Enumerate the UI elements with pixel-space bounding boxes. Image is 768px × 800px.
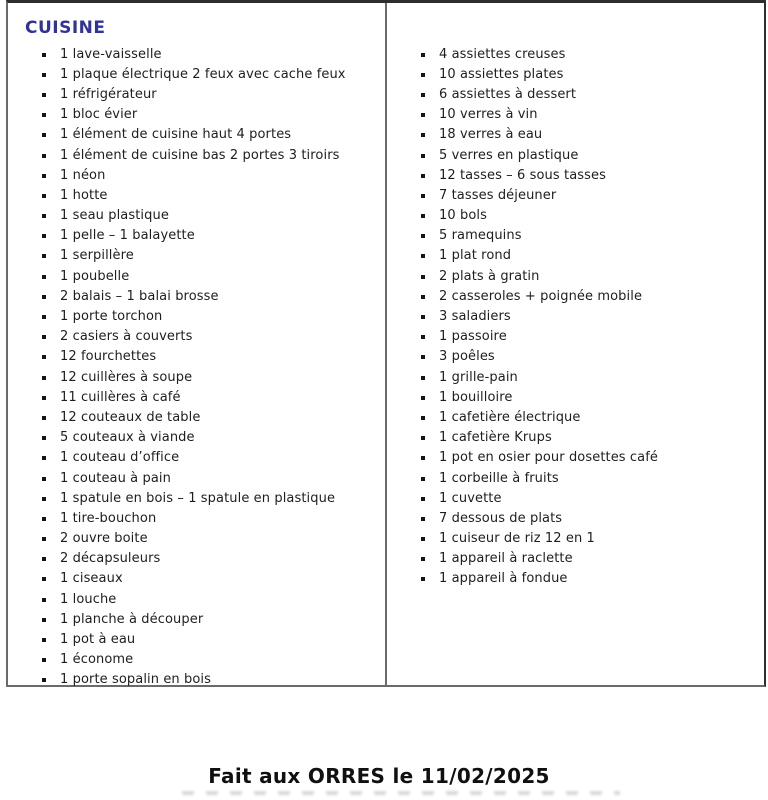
list-item-label: 3 saladiers <box>439 309 511 325</box>
list-item-label: 1 corbeille à fruits <box>439 470 559 486</box>
list-item <box>8 407 385 427</box>
list-item-label: 1 spatule en bois – 1 spatule en plastique <box>60 490 336 506</box>
list-item <box>8 609 385 629</box>
square-bullet-icon <box>42 396 46 400</box>
inventory-table <box>6 0 766 687</box>
list-item <box>8 428 385 448</box>
list-item-label: 1 cafetière Krups <box>439 430 552 446</box>
list-item <box>387 286 764 306</box>
list-item <box>8 387 385 407</box>
list-item-label: 1 bouilloire <box>439 389 513 405</box>
square-bullet-icon <box>42 517 46 521</box>
list-item <box>387 327 764 347</box>
list-item-label: 10 bols <box>439 208 487 224</box>
list-item-label: 2 casiers à couverts <box>60 329 193 345</box>
list-item-label: 1 élément de cuisine bas 2 portes 3 tiroirs <box>60 147 340 163</box>
square-bullet-icon <box>421 113 425 117</box>
list-item <box>8 589 385 609</box>
square-bullet-icon <box>421 133 425 137</box>
inventory-column-right <box>387 3 764 685</box>
list-item <box>387 125 764 145</box>
list-item-label: 1 hotte <box>60 187 108 203</box>
square-bullet-icon <box>42 234 46 238</box>
square-bullet-icon <box>421 315 425 319</box>
list-item <box>8 347 385 367</box>
square-bullet-icon <box>42 376 46 380</box>
list-item <box>8 165 385 185</box>
list-item <box>8 468 385 488</box>
square-bullet-icon <box>42 133 46 137</box>
list-item-label: 1 ciseaux <box>60 571 123 587</box>
list-item-label: 1 cafetière électrique <box>439 409 581 425</box>
square-bullet-icon <box>42 436 46 440</box>
list-item-label: 5 ramequins <box>439 228 522 244</box>
list-item <box>387 569 764 589</box>
list-item <box>8 185 385 205</box>
list-item-label: 10 assiettes plates <box>439 66 564 82</box>
list-item <box>8 508 385 528</box>
square-bullet-icon <box>42 678 46 682</box>
list-item-label: 7 dessous de plats <box>439 510 563 526</box>
list-item <box>387 165 764 185</box>
list-item <box>387 367 764 387</box>
list-item-label: 1 passoire <box>439 329 507 345</box>
list-item-label: 3 poêles <box>439 349 495 365</box>
list-item-label: 1 poubelle <box>60 268 130 284</box>
square-bullet-icon <box>421 275 425 279</box>
list-item <box>387 448 764 468</box>
list-item <box>387 508 764 528</box>
list-item-label: 1 louche <box>60 591 117 607</box>
list-item <box>8 206 385 226</box>
list-item <box>8 488 385 508</box>
square-bullet-icon <box>42 254 46 258</box>
list-item-label: 1 cuvette <box>439 490 502 506</box>
list-item <box>387 529 764 549</box>
page-title: CUISINE <box>25 18 106 38</box>
list-item-label: 5 couteaux à viande <box>60 430 195 446</box>
square-bullet-icon <box>42 416 46 420</box>
list-item-label: 1 serpillère <box>60 248 134 264</box>
footer-note: Fait aux ORRES le 11/02/2025 <box>208 764 550 788</box>
square-bullet-icon <box>42 537 46 541</box>
square-bullet-icon <box>42 456 46 460</box>
list-item-label: 2 décapsuleurs <box>60 551 161 567</box>
list-item <box>8 367 385 387</box>
list-item <box>8 145 385 165</box>
square-bullet-icon <box>421 376 425 380</box>
square-bullet-icon <box>42 154 46 158</box>
list-item <box>387 428 764 448</box>
square-bullet-icon <box>42 477 46 481</box>
square-bullet-icon <box>42 214 46 218</box>
cutoff-text-artifact <box>182 791 620 795</box>
list-item-label: 1 tire-bouchon <box>60 510 157 526</box>
square-bullet-icon <box>42 598 46 602</box>
list-item-label: 6 assiettes à dessert <box>439 86 577 102</box>
list-item <box>387 387 764 407</box>
square-bullet-icon <box>42 275 46 279</box>
list-item <box>387 105 764 125</box>
list-item <box>8 569 385 589</box>
list-item-label: 1 plaque électrique 2 feux avec cache feux <box>60 66 346 82</box>
inventory-list-left <box>8 44 385 690</box>
list-item-label: 1 porte sopalin en bois <box>60 672 211 688</box>
list-item <box>8 266 385 286</box>
square-bullet-icon <box>42 638 46 642</box>
list-item <box>8 650 385 670</box>
list-item <box>8 246 385 266</box>
list-item-label: 1 plat rond <box>439 248 512 264</box>
square-bullet-icon <box>42 174 46 178</box>
square-bullet-icon <box>42 194 46 198</box>
list-item-label: 2 casseroles + poignée mobile <box>439 288 643 304</box>
list-item-label: 2 plats à gratin <box>439 268 540 284</box>
square-bullet-icon <box>42 658 46 662</box>
list-item-label: 1 appareil à raclette <box>439 551 573 567</box>
list-item-label: 1 planche à découper <box>60 611 204 627</box>
list-item <box>8 64 385 84</box>
square-bullet-icon <box>421 295 425 299</box>
list-item <box>8 226 385 246</box>
list-item-label: 1 grille-pain <box>439 369 518 385</box>
list-item <box>8 125 385 145</box>
square-bullet-icon <box>421 234 425 238</box>
square-bullet-icon <box>421 214 425 218</box>
list-item-label: 1 pot en osier pour dosettes café <box>439 450 659 466</box>
list-item-label: 1 pelle – 1 balayette <box>60 228 195 244</box>
list-item-label: 2 balais – 1 balai brosse <box>60 288 219 304</box>
list-item <box>8 84 385 104</box>
square-bullet-icon <box>421 396 425 400</box>
list-item-label: 1 porte torchon <box>60 309 163 325</box>
list-item <box>8 670 385 690</box>
list-item <box>387 84 764 104</box>
list-item-label: 1 élément de cuisine haut 4 portes <box>60 127 292 143</box>
list-item <box>8 286 385 306</box>
list-item-label: 1 couteau à pain <box>60 470 171 486</box>
list-item <box>387 347 764 367</box>
list-item-label: 1 réfrigérateur <box>60 86 157 102</box>
list-item-label: 1 économe <box>60 652 134 668</box>
square-bullet-icon <box>421 436 425 440</box>
list-item-label: 1 pot à eau <box>60 632 136 648</box>
list-item <box>387 64 764 84</box>
square-bullet-icon <box>42 577 46 581</box>
list-item-label: 7 tasses déjeuner <box>439 187 557 203</box>
list-item <box>8 105 385 125</box>
list-item <box>387 246 764 266</box>
square-bullet-icon <box>42 557 46 561</box>
list-item-label: 12 fourchettes <box>60 349 157 365</box>
list-item-label: 2 ouvre boite <box>60 531 148 547</box>
list-item-label: 12 tasses – 6 sous tasses <box>439 167 606 183</box>
list-item <box>8 327 385 347</box>
square-bullet-icon <box>42 73 46 77</box>
square-bullet-icon <box>421 577 425 581</box>
square-bullet-icon <box>42 497 46 501</box>
square-bullet-icon <box>42 355 46 359</box>
square-bullet-icon <box>42 93 46 97</box>
list-item <box>387 226 764 246</box>
square-bullet-icon <box>421 497 425 501</box>
list-item <box>8 306 385 326</box>
square-bullet-icon <box>421 194 425 198</box>
square-bullet-icon <box>42 295 46 299</box>
list-item-label: 1 bloc évier <box>60 107 138 123</box>
list-item <box>387 468 764 488</box>
list-item <box>8 549 385 569</box>
list-item <box>387 185 764 205</box>
list-item <box>387 549 764 569</box>
list-item <box>8 44 385 64</box>
square-bullet-icon <box>421 477 425 481</box>
list-item <box>387 266 764 286</box>
list-item-label: 1 néon <box>60 167 106 183</box>
list-item <box>8 629 385 649</box>
square-bullet-icon <box>42 113 46 117</box>
list-item-label: 10 verres à vin <box>439 107 538 123</box>
square-bullet-icon <box>421 416 425 420</box>
square-bullet-icon <box>421 53 425 57</box>
square-bullet-icon <box>421 355 425 359</box>
square-bullet-icon <box>421 254 425 258</box>
square-bullet-icon <box>421 174 425 178</box>
square-bullet-icon <box>421 456 425 460</box>
list-item-label: 4 assiettes creuses <box>439 46 566 62</box>
square-bullet-icon <box>421 537 425 541</box>
list-item-label: 1 cuiseur de riz 12 en 1 <box>439 531 595 547</box>
square-bullet-icon <box>42 335 46 339</box>
square-bullet-icon <box>421 73 425 77</box>
square-bullet-icon <box>421 154 425 158</box>
square-bullet-icon <box>421 517 425 521</box>
list-item <box>387 44 764 64</box>
list-item-label: 12 couteaux de table <box>60 409 201 425</box>
square-bullet-icon <box>42 618 46 622</box>
square-bullet-icon <box>421 557 425 561</box>
inventory-column-left <box>8 3 387 688</box>
list-item-label: 1 lave-vaisselle <box>60 46 162 62</box>
square-bullet-icon <box>421 93 425 97</box>
inventory-list-right <box>387 44 764 589</box>
list-item-label: 5 verres en plastique <box>439 147 579 163</box>
list-item <box>8 448 385 468</box>
list-item <box>387 407 764 427</box>
list-item <box>387 306 764 326</box>
list-item <box>387 145 764 165</box>
square-bullet-icon <box>42 53 46 57</box>
list-item-label: 12 cuillères à soupe <box>60 369 193 385</box>
list-item-label: 18 verres à eau <box>439 127 543 143</box>
list-item-label: 1 appareil à fondue <box>439 571 568 587</box>
list-item-label: 11 cuillères à café <box>60 389 181 405</box>
list-item <box>387 488 764 508</box>
square-bullet-icon <box>42 315 46 319</box>
list-item <box>8 529 385 549</box>
list-item <box>387 206 764 226</box>
square-bullet-icon <box>421 335 425 339</box>
list-item-label: 1 couteau d’office <box>60 450 180 466</box>
list-item-label: 1 seau plastique <box>60 208 169 224</box>
